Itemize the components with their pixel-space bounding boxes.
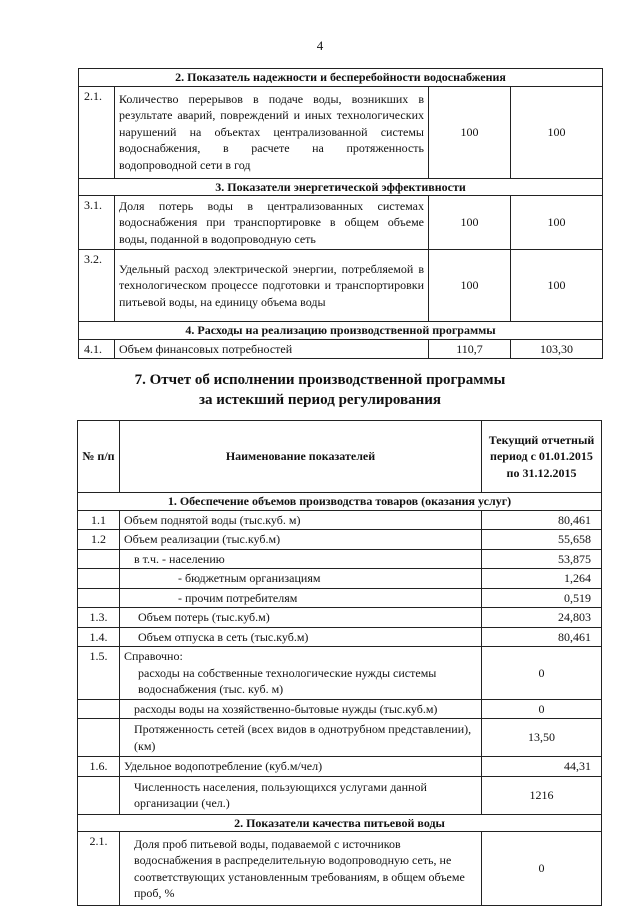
row-number: 1.3.: [78, 608, 120, 628]
row-number: 2.1.: [78, 832, 120, 906]
row-name: - прочим потребителям: [120, 588, 482, 608]
row-description: Доля потерь воды в централизованных системах водоснабжения при транспортировке в общем объеме воды, поданной в водопроводную сеть: [115, 196, 429, 250]
row-value-2: 100: [511, 196, 603, 250]
table-row: [78, 549, 602, 569]
row-name: Объем реализации (тыс.куб.м): [120, 530, 482, 550]
table-row: [78, 757, 602, 777]
row-name: Объем отпуска в сеть (тыс.куб.м): [120, 627, 482, 647]
row-value-2: 103,30: [511, 339, 603, 359]
table-row: [78, 588, 602, 608]
section-title: 1. Обеспечение объемов производства товаров (оказания услуг): [78, 493, 602, 511]
row-name: Объем потерь (тыс.куб.м): [120, 608, 482, 628]
row-value-1: 100: [429, 196, 511, 250]
section-row: [78, 814, 602, 832]
row-value: 1,264: [482, 569, 602, 589]
table-row: [78, 699, 602, 719]
row-number: [78, 549, 120, 569]
row-name: - бюджетным организациям: [120, 569, 482, 589]
row-name: в т.ч. - населению: [120, 549, 482, 569]
section-title: 2. Показатель надежности и бесперебойности водоснабжения: [79, 69, 603, 87]
row-number: [78, 776, 120, 814]
header-num: № п/п: [78, 421, 120, 493]
row-number: 1.4.: [78, 627, 120, 647]
row-number: 1.6.: [78, 757, 120, 777]
row-description: Удельный расход электрической энергии, потребляемой в технологическом процессе подготовки и транспортировки питьевой воды, на единицу объема воды: [115, 250, 429, 322]
row-name: [120, 647, 482, 700]
row-number: 1.2: [78, 530, 120, 550]
section-title: 3. Показатели энергетической эффективности: [79, 178, 603, 196]
indicators-table: [78, 68, 603, 359]
header-period: Текущий отчетный период с 01.01.2015 по 31.12.2015: [482, 421, 602, 493]
row-value: 13,50: [482, 719, 602, 757]
section-title: 4. Расходы на реализацию производственной программы: [79, 322, 603, 340]
row-value-2: 100: [511, 86, 603, 178]
report-title-line1: 7. Отчет об исполнении производственной программы: [134, 372, 506, 388]
row-number: 1.5.: [78, 647, 120, 700]
header-name: Наименование показателей: [120, 421, 482, 493]
row-number: [78, 699, 120, 719]
row-name: Объем поднятой воды (тыс.куб. м): [120, 510, 482, 530]
section-row: [78, 493, 602, 511]
row-name-line2: расходы на собственные технологические нужды системы водоснабжения (тыс. куб. м): [138, 665, 437, 696]
row-name: Удельное водопотребление (куб.м/чел): [120, 757, 482, 777]
row-value: 1216: [482, 776, 602, 814]
row-value: 0: [482, 699, 602, 719]
table-row: [79, 339, 603, 359]
row-number: [78, 569, 120, 589]
row-value: 44,31: [482, 757, 602, 777]
table-row: [78, 530, 602, 550]
section-row: [79, 322, 603, 340]
row-value: 53,875: [482, 549, 602, 569]
row-value: 0: [482, 832, 602, 906]
row-name: расходы воды на хозяйственно-бытовые нужды (тыс.куб.м): [120, 699, 482, 719]
row-number: 2.1.: [79, 86, 115, 178]
row-number: 4.1.: [79, 339, 115, 359]
table-row: [78, 776, 602, 814]
section-row: [79, 69, 603, 87]
row-description: Объем финансовых потребностей: [115, 339, 429, 359]
table-row: [78, 627, 602, 647]
row-number: 3.1.: [79, 196, 115, 250]
row-value: 0,519: [482, 588, 602, 608]
table-row: [78, 608, 602, 628]
report-title-line2: за истекший период регулирования: [198, 392, 442, 408]
row-number: [78, 719, 120, 757]
section-row: [79, 178, 603, 196]
row-name: Численность населения, пользующихся услугами данной организации (чел.): [120, 776, 482, 814]
table-row: [78, 719, 602, 757]
table-row: [78, 647, 602, 700]
row-value-1: 100: [429, 250, 511, 322]
row-name: Протяженность сетей (всех видов в однотрубном представлении), (км): [120, 719, 482, 757]
row-name-line1: Справочно:: [124, 649, 183, 663]
row-name: Доля проб питьевой воды, подаваемой с источников водоснабжения в распределительную водопроводную сеть, не соответствующих установленным требованиям, в общем объеме проб, %: [120, 832, 482, 906]
table-row: [79, 196, 603, 250]
table-row: [78, 569, 602, 589]
row-number: 1.1: [78, 510, 120, 530]
page-number: 4: [316, 38, 324, 53]
row-value-1: 110,7: [429, 339, 511, 359]
row-description: Количество перерывов в подаче воды, возникших в результате аварий, повреждений и иных технологических нарушений на объектах централизованной системы водоснабжения, в расчете на протяженность водопроводной сети в год: [115, 86, 429, 178]
header-row: [78, 421, 602, 493]
row-number: [78, 588, 120, 608]
table-row: [78, 510, 602, 530]
section-title: 2. Показатели качества питьевой воды: [78, 814, 602, 832]
table-row: [79, 86, 603, 178]
row-value: 80,461: [482, 627, 602, 647]
row-value: 80,461: [482, 510, 602, 530]
table-row: [78, 832, 602, 906]
row-value: 55,658: [482, 530, 602, 550]
row-value-1: 100: [429, 86, 511, 178]
report-title: [0, 370, 640, 410]
row-value: 24,803: [482, 608, 602, 628]
row-value: 0: [482, 647, 602, 700]
table-row: [79, 250, 603, 322]
report-table: [77, 420, 602, 906]
row-number: 3.2.: [79, 250, 115, 322]
row-value-2: 100: [511, 250, 603, 322]
